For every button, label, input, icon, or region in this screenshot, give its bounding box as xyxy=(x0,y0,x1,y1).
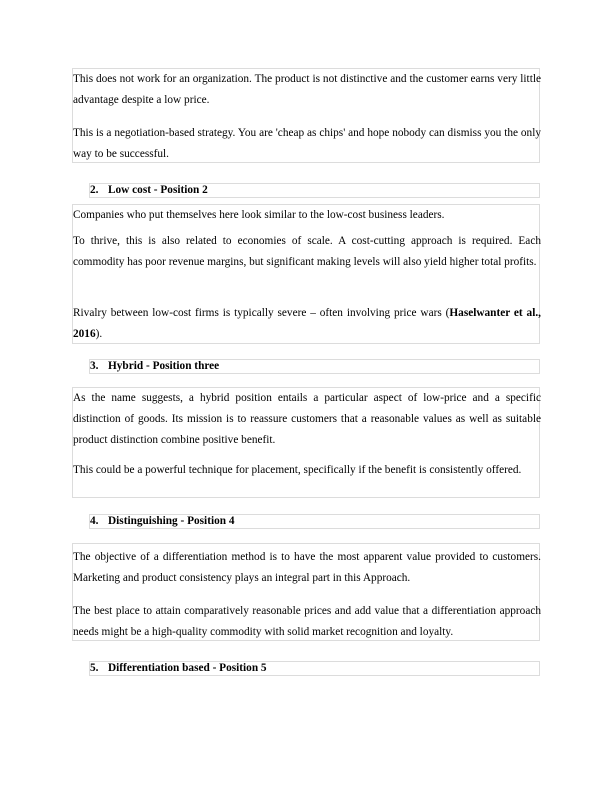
section-heading-2 xyxy=(89,183,540,198)
section-number-3: 3. xyxy=(90,360,99,372)
section-heading-5 xyxy=(89,661,540,676)
section-4-block xyxy=(72,543,540,641)
section-2-paragraph-3-end: ). xyxy=(95,328,103,340)
section-4-paragraph-2: The best place to attain comparatively reasonable prices and add value that a differentiation approach needs might be a high-quality commodity with solid market recognition and loyalty. xyxy=(73,605,541,638)
section-2-block xyxy=(72,204,540,344)
section-3-paragraph-1: As the name suggests, a hybrid position entails a particular aspect of low-price and a specific distinction of goods. Its mission is to reassure customers that a reasonable values as well as suitable product distinction combine positive benefit. xyxy=(73,392,541,446)
section-title-3: Hybrid - Position three xyxy=(108,360,220,372)
intro-block xyxy=(72,68,540,163)
section-2-paragraph-1: Companies who put themselves here look similar to the low-cost business leaders. xyxy=(73,209,445,221)
section-3-paragraph-2: This could be a powerful technique for placement, specifically if the benefit is consistently offered. xyxy=(73,464,522,476)
section-4-paragraph-1: The objective of a differentiation method is to have the most apparent value provided to customers. Marketing and product consistency plays an integral part in this Approach. xyxy=(73,551,541,584)
section-title-4: Distinguishing - Position 4 xyxy=(108,515,235,527)
section-heading-4 xyxy=(89,514,540,529)
section-title-2: Low cost - Position 2 xyxy=(108,184,208,196)
section-3-block xyxy=(72,387,540,498)
section-number-2: 2. xyxy=(90,184,99,196)
section-number-4: 4. xyxy=(90,515,99,527)
intro-paragraph-2: This is a negotiation-based strategy. You are 'cheap as chips' and hope nobody can dismiss you the only way to be successful. xyxy=(73,127,541,160)
section-number-5: 5. xyxy=(90,662,99,674)
section-2-paragraph-3 xyxy=(73,303,541,345)
section-title-5: Differentiation based - Position 5 xyxy=(108,662,267,674)
citation: Haselwanter et al., 2016 xyxy=(73,307,541,340)
intro-paragraph-1: This does not work for an organization. The product is not distinctive and the customer earns very little advantage despite a low price. xyxy=(73,73,541,106)
section-2-paragraph-3-text: Rivalry between low-cost firms is typically severe – often involving price wars ( xyxy=(73,307,450,319)
section-2-paragraph-2: To thrive, this is also related to economies of scale. A cost-cutting approach is required. Each commodity has poor revenue margins, but significant making levels will also yield higher total profits. xyxy=(73,235,541,268)
section-heading-3 xyxy=(89,359,540,374)
